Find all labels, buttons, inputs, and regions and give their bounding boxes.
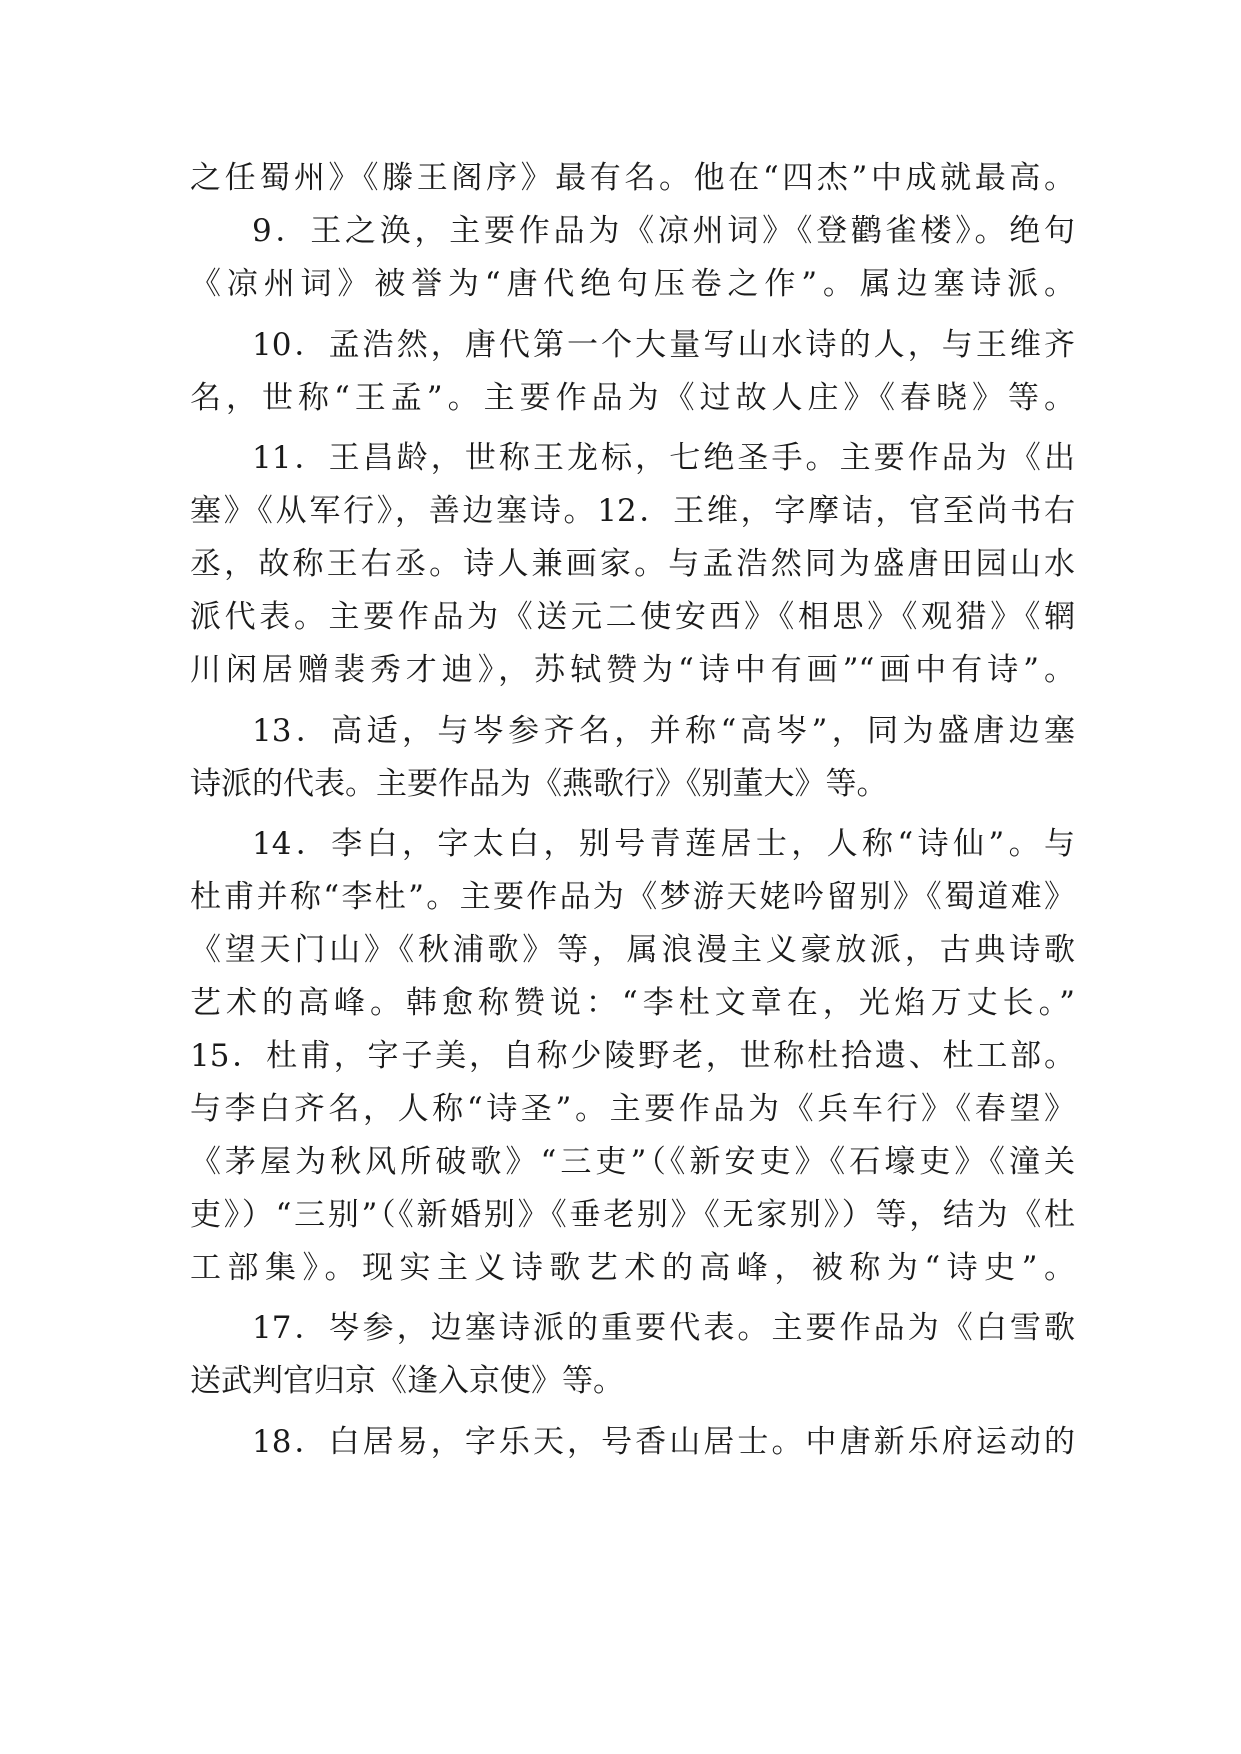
text-line: 17．岑参，边塞诗派的重要代表。主要作品为《白雪歌 [252,1310,1075,1346]
text-line: 艺术的高峰。韩愈称赞说：“李杜文章在，光焰万丈长。” [190,985,1075,1021]
text-line: 14．李白，字太白，别号青莲居士，人称“诗仙”。与 [252,826,1075,862]
text-line: 13．高适，与岑参齐名，并称“高岑”，同为盛唐边塞 [252,713,1075,749]
text-line: 诗派的代表。主要作品为《燕歌行》《别董大》等。 [190,766,888,802]
text-line: 《凉州词》被誉为“唐代绝句压卷之作”。属边塞诗派。 [190,266,1075,302]
text-line: 《望天门山》《秋浦歌》等，属浪漫主义豪放派，古典诗歌 [190,932,1075,968]
text-line: 11．王昌龄，世称王龙标，七绝圣手。主要作品为《出 [252,440,1075,476]
text-line: 10．孟浩然，唐代第一个大量写山水诗的人，与王维齐 [252,327,1075,363]
text-line: 派代表。主要作品为《送元二使安西》《相思》《观猎》《辋 [190,599,1075,635]
text-line: 《茅屋为秋风所破歌》“三吏”（《新安吏》《石壕吏》《潼关 [190,1144,1075,1180]
text-line: 送武判官归京《逢入京使》等。 [190,1363,624,1399]
text-line: 吏》）“三别”（《新婚别》《垂老别》《无家别》）等，结为《杜 [190,1197,1075,1233]
text-line: 之任蜀州》《滕王阁序》最有名。他在“四杰”中成就最高。 [190,160,1075,196]
text-line: 杜甫并称“李杜”。主要作品为《梦游天姥吟留别》《蜀道难》 [190,879,1075,915]
text-line: 塞》《从军行》，善边塞诗。12．王维，字摩诘，官至尚书右 [190,493,1075,529]
text-line: 18．白居易，字乐天，号香山居士。中唐新乐府运动的 [252,1424,1075,1460]
text-line: 与李白齐名，人称“诗圣”。主要作品为《兵车行》《春望》 [190,1091,1075,1127]
text-line: 9．王之涣，主要作品为《凉州词》《登鹳雀楼》。绝句 [252,213,1075,249]
text-line: 川闲居赠裴秀才迪》，苏轼赞为“诗中有画”“画中有诗”。 [190,652,1075,688]
text-line: 丞，故称王右丞。诗人兼画家。与孟浩然同为盛唐田园山水 [190,546,1075,582]
text-line: 15．杜甫，字子美，自称少陵野老，世称杜拾遗、杜工部。 [190,1038,1075,1074]
text-line: 工部集》。现实主义诗歌艺术的高峰，被称为“诗史”。 [190,1250,1075,1286]
text-line: 名，世称“王孟”。主要作品为《过故人庄》《春晓》等。 [190,380,1075,416]
